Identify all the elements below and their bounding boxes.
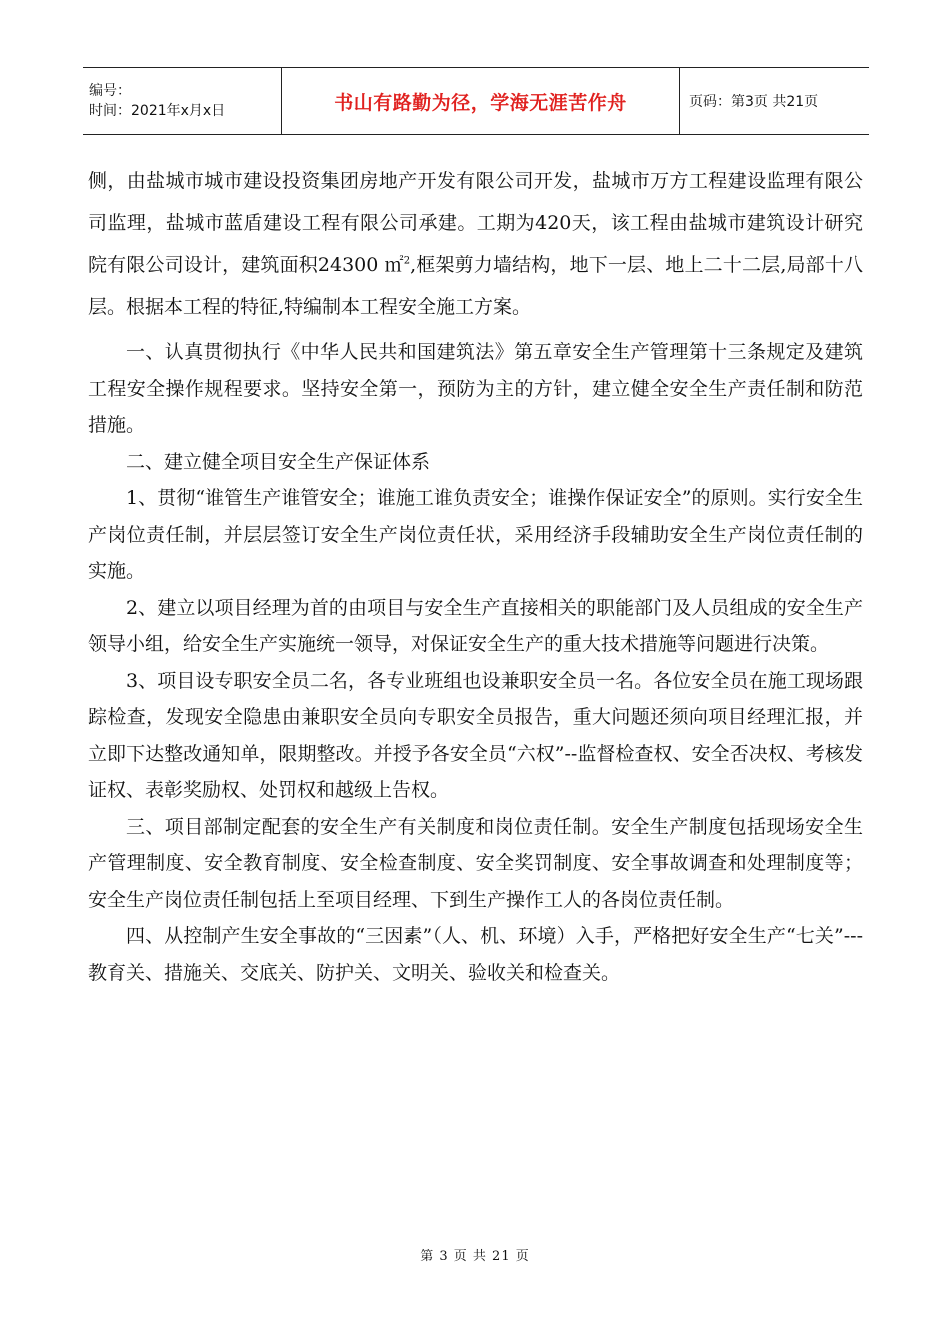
page-header [83, 67, 869, 135]
date-label: 时间：2021年x月x日 [89, 103, 226, 119]
paragraph-1: 一、认真贯彻执行《中华人民共和国建筑法》第五章安全生产管理第十三条规定及建筑工程安全操作规程要求。坚持安全第一，预防为主的方针，建立健全安全生产责任制和防范措施。 [88, 341, 863, 436]
motto-text: 书山有路勤为径，学海无涯苦作舟 [334, 91, 627, 114]
paragraph-intro [88, 160, 863, 328]
paragraph-2: 二、建立健全项目安全生产保证体系 [126, 450, 431, 473]
paragraph-4: 2、建立以项目经理为首的由项目与安全生产直接相关的职能部门及人员组成的安全生产领导小组，给安全生产实施统一领导，对保证安全生产的重大技术措施等问题进行决策。 [88, 596, 863, 655]
paragraph-3: 1、贯彻“谁管生产谁管安全；谁施工谁负责安全；谁操作保证安全”的原则。实行安全生产岗位责任制，并层层签订安全生产岗位责任状，采用经济手段辅助安全生产岗位责任制的实施。 [88, 487, 863, 582]
paragraph-5: 3、项目设专职安全员二名，各专业班组也设兼职安全员一名。各位安全员在施工现场跟踪检查，发现安全隐患由兼职安全员向专职安全员报告，重大问题还须向项目经理汇报，并立即下达整改通知单，限期整改。并授予各安全员“六权”--监督检查权、安全否决权、考核发证权、表彰奖励权、处罚权和越级上告权。 [88, 669, 863, 801]
header-left-cell [83, 68, 282, 134]
page-footer: 第 3 页 共 21 页 [420, 1249, 530, 1264]
serial-label: 编号： [89, 83, 131, 99]
intro-text-a: 侧，由盐城市城市建设投资集团房地产开发有限公司开发，盐城市万方工程建设监理有限公司监理，盐城市蓝盾建设工程有限公司承建。工期为420天，该工程由盐城市建筑设计研究院有限公司设计，建筑面积24300 ㎡ [88, 170, 863, 276]
paragraph-7: 四、从控制产生安全事故的“三因素”（人、机、环境）入手，严格把好安全生产“七关”---教育关、措施关、交底关、防护关、文明关、验收关和检查关。 [88, 925, 863, 984]
header-motto-cell [282, 68, 680, 134]
page-code: 页码：第3页 共21页 [689, 94, 819, 110]
intro-text-b: ,框架剪力墙结构，地下一层、地上二十二层,局部十八层。根据本工程的特征,特编制本工程安全施工方案。 [88, 254, 863, 318]
document-body [88, 160, 863, 991]
paragraph-6: 三、项目部制定配套的安全生产有关制度和岗位责任制。安全生产制度包括现场安全生产管理制度、安全教育制度、安全检查制度、安全奖罚制度、安全事故调查和处理制度等；安全生产岗位责任制包括上至项目经理、下到生产操作工人的各岗位责任制。 [88, 815, 863, 911]
header-page-cell [680, 68, 869, 134]
area-superscript: 2 [403, 255, 411, 267]
